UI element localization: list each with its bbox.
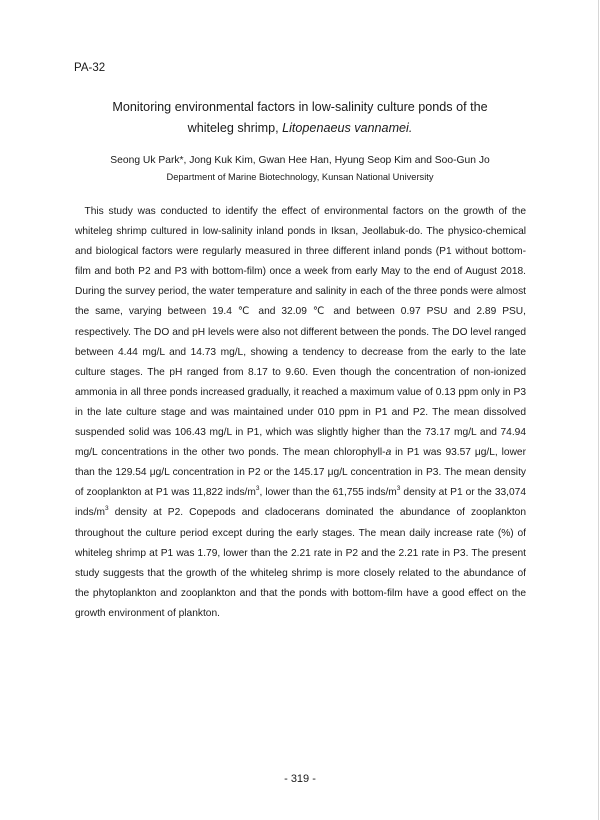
abstract-text-4: density at P1 or the 33,074 inds/m bbox=[75, 487, 526, 519]
abstract-text-5: density at P2. Copepods and cladocerans dominated the abundance of zooplankton throughout the culture period except during the early stages. The mean daily increase rate (%) of whiteleg shrimp at P1 was 1.79, lower than the 2.21 rate in P2 and the 2.21 rate in P3. The present study suggests that the growth of the whiteleg shrimp is more closely related to the abundance of the phytoplankton and zooplankton and that the ponds with bottom-film have a good effect on the growth environment of plankton. bbox=[75, 507, 526, 619]
abstract-text-1: This study was conducted to identify the effect of environmental factors on the growth of the whiteleg shrimp cultured in low-salinity inland ponds in Iksan, Jeollabuk-do. The physico-chemical and biological factors were regularly measured in three different inland ponds (P1 without bottom-film and both P2 and P3 with bottom-film) once a week from early May to the end of August 2018. During the survey period, the water temperature and salinity in each of the three ponds were almost the same, varying between 19.4 ℃ and 32.09 ℃ and between 0.97 PSU and 2.89 PSU, respectively. The DO and pH levels were also not different between the ponds. The DO level ranged between 4.44 mg/L and 14.73 mg/L, showing a tendency to decrease from the early to the late culture stages. The pH ranged from 8.17 to 9.60. Even though the concentration of non-ionized ammonia in all three ponds increased gradually, it reached a maximum value of 0.13 ppm only in P3 in the late culture stage and was maintained under 010 ppm in P1 and P2. The mean dissolved suspended solid was 106.43 mg/L in P1, which was slightly higher than the 73.17 mg/L and 74.94 mg/L concentrations in the other two ponds. The mean chlorophyll- bbox=[75, 206, 526, 459]
species-name: Litopenaeus vannamei. bbox=[282, 121, 413, 135]
affiliation: Department of Marine Biotechnology, Kunsan National University bbox=[166, 172, 434, 182]
superscript-3: 3 bbox=[396, 485, 401, 493]
poster-code: PA-32 bbox=[74, 62, 106, 74]
abstract-text-3: , lower than the 61,755 inds/m bbox=[259, 487, 397, 499]
superscript-3: 3 bbox=[255, 485, 260, 493]
superscript-3: 3 bbox=[105, 505, 109, 513]
title-line-2: whiteleg shrimp, bbox=[187, 121, 283, 135]
abstract-text-2: in P1 was 93.57 μg/L, lower than the 129.54 μg/L concentration in P2 or the 145.17 μg/L concentration in P3. The mean density of zooplankton at P1 was 11,822 inds/m bbox=[75, 447, 526, 499]
author-list: Seong Uk Park*, Jong Kuk Kim, Gwan Hee Han, Hyung Seop Kim and Soo-Gun Jo bbox=[110, 155, 490, 166]
paper-title bbox=[60, 97, 540, 139]
page-edge bbox=[598, 0, 599, 820]
italic-a: a bbox=[385, 447, 392, 459]
page-number: - 319 - bbox=[284, 773, 316, 785]
title-line-1: Monitoring environmental factors in low-salinity culture ponds of the bbox=[112, 100, 488, 114]
abstract-body bbox=[75, 202, 526, 624]
